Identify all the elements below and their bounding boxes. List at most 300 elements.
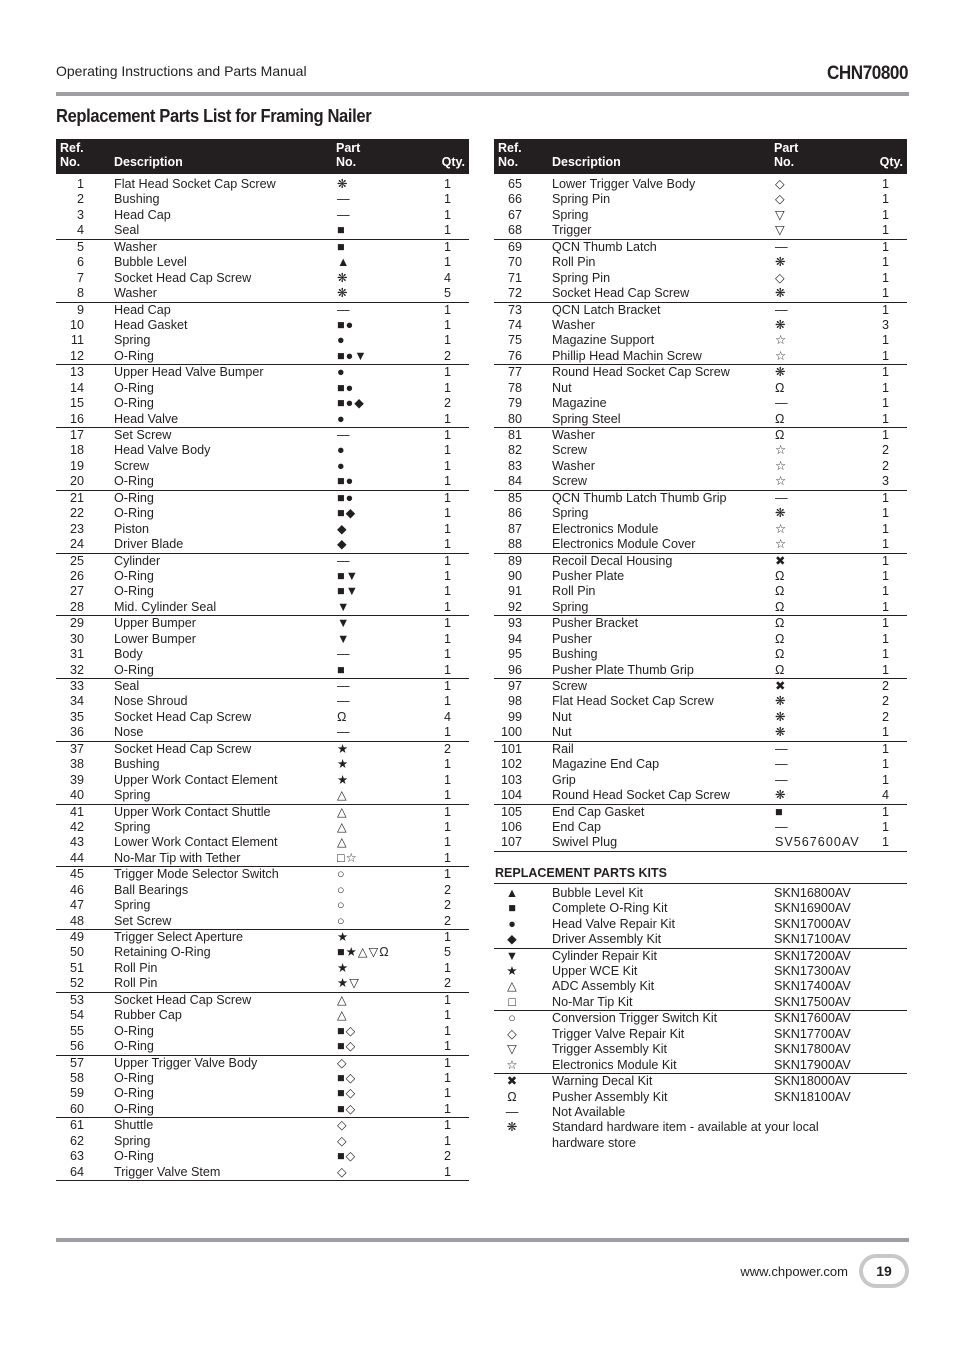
table-row (56, 851, 469, 866)
kit-part-number: SKN17900AV (774, 1057, 851, 1072)
table-row (56, 223, 469, 238)
quantity: 1 (443, 772, 451, 787)
row-group (494, 679, 907, 742)
table-row (494, 428, 907, 443)
quantity: 1 (443, 584, 451, 599)
row-group (494, 177, 907, 240)
kit-part-number: SKN17100AV (774, 932, 851, 947)
ref-number: 18 (69, 443, 84, 458)
part-description: Spring Pin (552, 192, 611, 207)
table-row (56, 898, 469, 913)
quantity: 1 (881, 662, 889, 677)
col-ref-header: Ref. No. (60, 141, 84, 169)
quantity: 1 (443, 207, 451, 222)
part-number-symbol: ❋ (337, 177, 349, 191)
quantity: 1 (881, 804, 889, 819)
quantity: 1 (881, 584, 889, 599)
table-row (56, 867, 469, 882)
ref-number: 42 (69, 819, 84, 834)
quantity: 1 (443, 490, 451, 505)
part-number-symbol: ❋ (775, 286, 787, 301)
table-row (56, 788, 469, 803)
part-number-symbol: ☆ (775, 443, 788, 458)
part-number-symbol: ❋ (775, 506, 787, 521)
part-number-symbol: — (775, 741, 789, 756)
part-description: Spring (114, 788, 151, 803)
table-row (56, 1134, 469, 1149)
kit-name: Cylinder Repair Kit (552, 948, 657, 963)
part-description: Head Valve (114, 411, 179, 426)
row-group (494, 240, 907, 303)
quantity: 2 (443, 396, 451, 411)
part-number-symbol: ◆ (337, 537, 348, 552)
part-description: O-Ring (114, 1149, 154, 1164)
part-description: Body (114, 647, 143, 662)
page-number: 19 (863, 1258, 905, 1284)
table-row (494, 710, 907, 725)
ref-number: 11 (70, 333, 84, 348)
part-description: Spring (552, 506, 589, 521)
part-description: Roll Pin (552, 584, 596, 599)
ref-number: 36 (69, 725, 84, 740)
kit-name: No-Mar Tip Kit (552, 994, 633, 1009)
table-row (56, 835, 469, 850)
ref-number: 78 (507, 380, 522, 395)
ref-number: 31 (69, 647, 84, 662)
ref-number: 82 (507, 443, 522, 458)
quantity: 1 (881, 333, 889, 348)
part-description: Shuttle (114, 1118, 154, 1133)
quantity: 1 (881, 631, 889, 646)
table-row (494, 663, 907, 678)
ref-number: 2 (76, 192, 84, 207)
part-number-symbol: ❋ (775, 365, 787, 380)
table-row (56, 1056, 469, 1071)
quantity: 1 (881, 490, 889, 505)
quantity: 1 (443, 255, 451, 270)
part-description: Rubber Cap (114, 1008, 182, 1023)
table-row (494, 223, 907, 238)
table-row (56, 569, 469, 584)
part-number-symbol: △ (337, 835, 348, 850)
part-description: O-Ring (114, 584, 154, 599)
ref-number: 46 (69, 882, 84, 897)
kit-part-number: SKN18100AV (774, 1089, 851, 1104)
part-description: Electronics Module Cover (552, 537, 696, 552)
table-row (56, 177, 469, 192)
ref-number: 101 (500, 741, 522, 756)
kit-symbol: ▽ (507, 1042, 517, 1057)
part-description: Upper Work Contact Element (114, 772, 278, 787)
ref-number: 103 (500, 772, 522, 787)
ref-number: 89 (507, 553, 522, 568)
kit-name: Not Available (552, 1104, 626, 1119)
kit-name: Conversion Trigger Switch Kit (552, 1011, 718, 1026)
part-number-symbol: ❋ (775, 725, 787, 740)
part-number-symbol: □☆ (337, 850, 358, 865)
table-row (494, 381, 907, 396)
part-number-symbol: △ (337, 788, 348, 803)
part-description: Screw (552, 443, 587, 458)
quantity: 1 (443, 1023, 451, 1038)
table-row (494, 412, 907, 427)
quantity: 1 (443, 568, 451, 583)
ref-number: 65 (507, 177, 522, 191)
quantity: 1 (443, 679, 451, 693)
quantity: 4 (881, 788, 889, 803)
quantity: 1 (443, 192, 451, 207)
part-description: Seal (114, 223, 140, 238)
quantity: 1 (443, 317, 451, 332)
part-description: Pusher (552, 631, 592, 646)
row-group (494, 491, 907, 554)
quantity: 1 (443, 930, 451, 944)
quantity: 4 (443, 709, 451, 724)
row-group (56, 742, 469, 805)
quantity: 1 (881, 537, 889, 552)
part-number-symbol: △ (337, 992, 348, 1007)
row-group (56, 240, 469, 303)
page-title: Replacement Parts List for Framing Nailer (56, 106, 372, 126)
table-row (494, 506, 907, 521)
part-description: Pusher Plate Thumb Grip (552, 662, 694, 677)
part-number-symbol: ◇ (337, 1055, 348, 1070)
kit-symbol: ★ (506, 964, 518, 978)
part-number-symbol: ■● (337, 380, 355, 395)
kit-name: Electronics Module Kit (552, 1057, 677, 1072)
kit-name: Pusher Assembly Kit (552, 1089, 668, 1104)
part-number-symbol: ▼ (337, 616, 351, 631)
table-row (56, 616, 469, 631)
table-row (494, 742, 907, 757)
kit-symbol: ▼ (505, 948, 519, 963)
part-description: Spring (114, 819, 151, 834)
part-number-symbol: ○ (337, 882, 346, 897)
quantity: 2 (443, 348, 451, 363)
ref-number: 6 (76, 255, 84, 270)
part-description: Pusher Bracket (552, 616, 639, 631)
quantity: 3 (881, 317, 889, 332)
part-description: Head Cap (114, 207, 171, 222)
kit-group (494, 949, 907, 1012)
kit-part-number: SKN17200AV (774, 948, 851, 963)
ref-number: 17 (69, 428, 84, 442)
table-row (494, 271, 907, 286)
ref-number: 39 (69, 772, 84, 787)
ref-number: 40 (69, 788, 84, 803)
ref-number: 62 (69, 1133, 84, 1148)
ref-number: 99 (507, 709, 522, 724)
ref-number: 73 (507, 302, 522, 317)
ref-number: 22 (69, 506, 84, 521)
part-number-symbol: ▽ (775, 207, 786, 222)
part-number-symbol: — (775, 757, 789, 772)
part-number-symbol: ■● (337, 474, 355, 489)
row-group (56, 365, 469, 428)
quantity: 1 (443, 835, 451, 850)
row-group (56, 679, 469, 742)
part-description: Flat Head Socket Cap Screw (552, 694, 714, 709)
part-number-symbol: ■◆ (337, 506, 357, 521)
part-number-symbol: — (775, 490, 789, 505)
quantity: 1 (443, 458, 451, 473)
kit-part-number: SKN16800AV (774, 885, 851, 900)
part-description: Magazine End Cap (552, 757, 660, 772)
quantity: 1 (443, 1133, 451, 1148)
part-number-symbol: — (337, 302, 351, 317)
ref-number: 95 (507, 647, 522, 662)
ref-number: 79 (507, 396, 522, 411)
quantity: 1 (443, 380, 451, 395)
row-group (56, 930, 469, 993)
part-number-symbol: ■▼ (337, 584, 360, 599)
part-number-symbol: ★ (337, 741, 350, 756)
quantity: 1 (443, 506, 451, 521)
part-number-symbol: — (775, 396, 789, 411)
table-row (494, 632, 907, 647)
quantity: 4 (443, 270, 451, 285)
part-number-symbol: ◇ (337, 1133, 348, 1148)
quantity: 1 (443, 537, 451, 552)
kit-symbol: Ω (507, 1089, 517, 1104)
part-number-symbol: ❋ (337, 286, 349, 301)
ref-number: 30 (69, 631, 84, 646)
part-description: End Cap Gasket (552, 804, 645, 819)
ref-number: 9 (76, 302, 84, 317)
footer-rule (56, 1238, 909, 1242)
ref-number: 54 (69, 1008, 84, 1023)
quantity: 1 (443, 411, 451, 426)
row-group (56, 303, 469, 366)
part-number-symbol: ❋ (775, 317, 787, 332)
kit-symbol: ✖ (506, 1074, 518, 1089)
quantity: 1 (443, 616, 451, 631)
part-description: Rail (552, 741, 574, 756)
part-description: Magazine Support (552, 333, 655, 348)
table-row (56, 240, 469, 255)
kit-symbol: ● (508, 916, 516, 931)
part-description: O-Ring (114, 380, 154, 395)
part-number-symbol: — (775, 772, 789, 787)
table-row (56, 1102, 469, 1117)
kit-name: Bubble Level Kit (552, 885, 644, 900)
part-description: Screw (552, 679, 587, 693)
part-description: Socket Head Cap Screw (114, 741, 252, 756)
table-row (494, 647, 907, 662)
quantity: 1 (443, 694, 451, 709)
part-number-symbol: ★▽ (337, 976, 360, 991)
quantity: 1 (443, 1055, 451, 1070)
part-number-symbol: ☆ (775, 474, 788, 489)
row-group (56, 867, 469, 930)
table-row (56, 883, 469, 898)
ref-number: 85 (507, 490, 522, 505)
table-row (56, 208, 469, 223)
table-row (56, 428, 469, 443)
ref-number: 58 (69, 1070, 84, 1085)
kit-name: Trigger Assembly Kit (552, 1042, 668, 1057)
table-row (494, 491, 907, 506)
row-group (494, 742, 907, 805)
table-row (494, 192, 907, 207)
kit-symbol: ■ (508, 901, 516, 916)
kit-part-number: SKN17000AV (774, 916, 851, 931)
part-description: Seal (114, 679, 140, 693)
quantity: 1 (881, 835, 889, 850)
table-row (56, 333, 469, 348)
table-row (56, 1118, 469, 1133)
part-description: Nose Shroud (114, 694, 188, 709)
part-description: Screw (552, 474, 587, 489)
part-description: Spring (552, 599, 589, 614)
col-part-header: Part No. (336, 141, 361, 169)
kit-row (494, 995, 907, 1010)
part-number-symbol: Ω (775, 599, 786, 614)
ref-number: 1 (76, 177, 84, 191)
quantity: 2 (443, 976, 451, 991)
ref-number: 102 (500, 757, 522, 772)
kit-part-number: SKN17800AV (774, 1042, 851, 1057)
part-number-symbol: ☆ (775, 521, 788, 536)
part-number-symbol: ☆ (775, 537, 788, 552)
header-rule (56, 92, 909, 96)
kit-part-number: SKN17500AV (774, 994, 851, 1009)
col-qty-header: Qty. (879, 155, 903, 169)
kit-part-number: SKN17700AV (774, 1026, 851, 1041)
quantity: 1 (443, 1008, 451, 1023)
table-row (56, 506, 469, 521)
part-number-symbol: — (775, 239, 789, 254)
part-description: O-Ring (114, 1101, 154, 1116)
ref-number: 48 (69, 913, 84, 928)
part-description: Piston (114, 521, 150, 536)
kit-part-number: SKN17400AV (774, 979, 851, 994)
quantity: 1 (881, 302, 889, 317)
table-row (494, 255, 907, 270)
part-number-symbol: ❋ (775, 709, 787, 724)
ref-number: 81 (507, 428, 522, 442)
quantity: 1 (443, 302, 451, 317)
row-group (56, 554, 469, 617)
part-description: Grip (552, 772, 576, 787)
kit-symbol: ☆ (506, 1057, 518, 1072)
quantity: 1 (881, 411, 889, 426)
ref-number: 90 (507, 568, 522, 583)
table-row (56, 757, 469, 772)
ref-number: 75 (507, 333, 522, 348)
ref-number: 27 (69, 584, 84, 599)
col-desc-header: Description (114, 155, 183, 169)
part-number-symbol: ■ (337, 223, 346, 238)
kits-heading: REPLACEMENT PARTS KITS (494, 866, 907, 884)
part-description: Spring Pin (552, 270, 611, 285)
quantity: 1 (443, 1118, 451, 1133)
part-description: Spring (114, 333, 151, 348)
quantity: 2 (881, 694, 889, 709)
part-number-symbol: ■◇ (337, 1101, 357, 1116)
part-number-symbol: ○ (337, 867, 346, 882)
quantity: 1 (881, 270, 889, 285)
row-group (494, 616, 907, 679)
part-number-symbol: ■★△▽Ω (337, 945, 390, 960)
part-description: Nose (114, 725, 144, 740)
row-group (494, 365, 907, 428)
quantity: 1 (881, 396, 889, 411)
quantity: 2 (881, 443, 889, 458)
ref-number: 26 (69, 568, 84, 583)
part-description: Driver Blade (114, 537, 184, 552)
quantity: 1 (881, 239, 889, 254)
table-row (494, 333, 907, 348)
part-description: Head Cap (114, 302, 171, 317)
row-group (56, 1118, 469, 1181)
footer-url[interactable]: www.chpower.com (740, 1264, 848, 1279)
ref-number: 94 (507, 631, 522, 646)
part-description: Trigger Valve Stem (114, 1164, 221, 1179)
part-description: O-Ring (114, 568, 154, 583)
table-row (56, 1008, 469, 1023)
row-group (56, 491, 469, 554)
table-row (56, 271, 469, 286)
ref-number: 57 (69, 1055, 84, 1070)
ref-number: 66 (507, 192, 522, 207)
ref-number: 50 (69, 945, 84, 960)
table-row (494, 554, 907, 569)
part-number-symbol: — (337, 694, 351, 709)
ref-number: 53 (69, 992, 84, 1007)
part-number-symbol: ■◇ (337, 1023, 357, 1038)
table-row (494, 569, 907, 584)
table-row (494, 694, 907, 709)
part-number-symbol: — (337, 647, 351, 662)
part-number-symbol: ■ (337, 662, 346, 677)
quantity: 1 (881, 177, 889, 191)
ref-number: 71 (507, 270, 522, 285)
part-number-symbol: ○ (337, 913, 346, 928)
table-row (494, 459, 907, 474)
part-number-symbol: Ω (775, 584, 786, 599)
part-description: O-Ring (114, 1023, 154, 1038)
quantity: 1 (881, 223, 889, 238)
table-row (56, 805, 469, 820)
table-row (494, 616, 907, 631)
part-description: Flat Head Socket Cap Screw (114, 177, 276, 191)
kit-name: ADC Assembly Kit (552, 979, 655, 994)
ref-number: 44 (69, 850, 84, 865)
quantity: 1 (443, 474, 451, 489)
parts-table-left (56, 139, 469, 1181)
ref-number: 64 (69, 1164, 84, 1179)
part-number-symbol: △ (337, 1008, 348, 1023)
part-description: Bushing (114, 192, 160, 207)
quantity: 1 (881, 192, 889, 207)
table-row (56, 491, 469, 506)
ref-number: 77 (507, 365, 522, 380)
ref-number: 74 (507, 317, 522, 332)
quantity: 1 (443, 992, 451, 1007)
part-description: Trigger (552, 223, 592, 238)
table-row (56, 679, 469, 694)
quantity: 1 (443, 428, 451, 442)
ref-number: 68 (507, 223, 522, 238)
ref-number: 49 (69, 930, 84, 944)
row-group (56, 428, 469, 491)
part-description: Spring Steel (552, 411, 621, 426)
kit-row (494, 1058, 907, 1073)
part-number-symbol: ● (337, 365, 346, 380)
ref-number: 72 (507, 286, 522, 301)
kit-name: Head Valve Repair Kit (552, 916, 675, 931)
